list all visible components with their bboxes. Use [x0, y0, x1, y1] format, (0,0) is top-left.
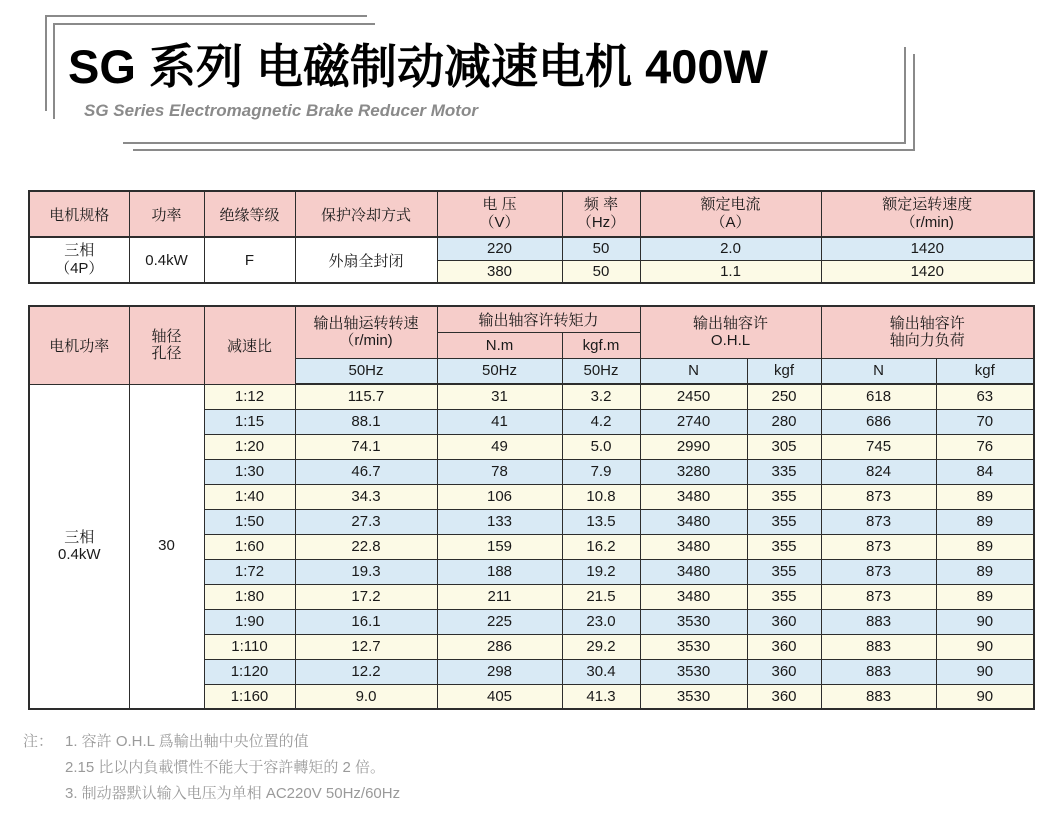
header-torque-group: 输出轴容许转矩力 — [437, 306, 640, 332]
cell-ohl-kgf: 360 — [747, 659, 821, 684]
cell-ratio: 1:160 — [204, 684, 295, 709]
cell-torque-nm: 298 — [437, 659, 562, 684]
cell-frequency: 50 — [562, 260, 640, 283]
header-output-speed: 输出轴运转转速 （r/min) — [295, 306, 437, 358]
cell-ratio: 1:12 — [204, 384, 295, 409]
header-reduction-ratio: 减速比 — [204, 306, 295, 384]
cell-voltage: 380 — [437, 260, 562, 283]
cell-ohl-n: 3480 — [640, 509, 747, 534]
cell-ohl-n: 3280 — [640, 459, 747, 484]
cell-torque-kgfm: 19.2 — [562, 559, 640, 584]
cell-ratio: 1:110 — [204, 634, 295, 659]
cell-ratio: 1:20 — [204, 434, 295, 459]
cell-ohl-kgf: 355 — [747, 484, 821, 509]
cell-output-speed: 22.8 — [295, 534, 437, 559]
spec-power: 0.4kW — [129, 237, 204, 283]
cell-ohl-kgf: 360 — [747, 609, 821, 634]
header-torque-nm: N.m — [437, 332, 562, 358]
cell-axial-kgf: 89 — [936, 559, 1034, 584]
footnote-lines — [65, 729, 400, 807]
cell-ohl-kgf: 250 — [747, 384, 821, 409]
cell-axial-n: 873 — [821, 534, 936, 559]
cell-torque-kgfm: 23.0 — [562, 609, 640, 634]
cell-ohl-n: 2990 — [640, 434, 747, 459]
cell-axial-kgf: 90 — [936, 659, 1034, 684]
cell-axial-kgf: 89 — [936, 584, 1034, 609]
cell-ratio: 1:60 — [204, 534, 295, 559]
cell-axial-kgf: 70 — [936, 409, 1034, 434]
subheader-axial-n: N — [821, 358, 936, 384]
cell-ohl-n: 3480 — [640, 534, 747, 559]
cell-torque-nm: 405 — [437, 684, 562, 709]
cell-axial-n: 883 — [821, 684, 936, 709]
subheader-speed-50hz: 50Hz — [295, 358, 437, 384]
cell-axial-n: 686 — [821, 409, 936, 434]
cell-torque-kgfm: 5.0 — [562, 434, 640, 459]
cell-output-speed: 27.3 — [295, 509, 437, 534]
motor-rating-table — [28, 190, 1035, 284]
cell-ohl-kgf: 280 — [747, 409, 821, 434]
cell-output-speed: 115.7 — [295, 384, 437, 409]
cell-axial-kgf: 89 — [936, 509, 1034, 534]
cell-axial-kgf: 89 — [936, 534, 1034, 559]
cell-output-speed: 74.1 — [295, 434, 437, 459]
cell-ratio: 1:30 — [204, 459, 295, 484]
cell-ratio: 1:80 — [204, 584, 295, 609]
cell-axial-n: 873 — [821, 584, 936, 609]
cell-torque-nm: 78 — [437, 459, 562, 484]
cell-torque-nm: 188 — [437, 559, 562, 584]
cell-ohl-n: 3530 — [640, 609, 747, 634]
spec-motor-power: 三相 0.4kW — [29, 384, 129, 709]
cell-torque-kgfm: 30.4 — [562, 659, 640, 684]
cell-ohl-kgf: 335 — [747, 459, 821, 484]
cell-output-speed: 46.7 — [295, 459, 437, 484]
cell-ohl-n: 3530 — [640, 659, 747, 684]
cell-axial-kgf: 90 — [936, 634, 1034, 659]
cell-torque-kgfm: 4.2 — [562, 409, 640, 434]
spec-insulation: F — [204, 237, 295, 283]
cell-axial-kgf: 89 — [936, 484, 1034, 509]
cell-ohl-n: 3530 — [640, 634, 747, 659]
cell-ohl-kgf: 360 — [747, 634, 821, 659]
subheader-nm-50hz: 50Hz — [437, 358, 562, 384]
cell-ohl-n: 2450 — [640, 384, 747, 409]
cell-speed: 1420 — [821, 237, 1034, 260]
cell-torque-nm: 106 — [437, 484, 562, 509]
header-torque-kgfm: kgf.m — [562, 332, 640, 358]
cell-output-speed: 17.2 — [295, 584, 437, 609]
page-subtitle: SG Series Electromagnetic Brake Reducer Motor — [84, 101, 478, 120]
footnotes — [23, 729, 400, 807]
cell-ratio: 1:120 — [204, 659, 295, 684]
cell-current: 1.1 — [640, 260, 821, 283]
table-row — [29, 237, 1034, 260]
cell-axial-kgf: 90 — [936, 609, 1034, 634]
cell-torque-kgfm: 29.2 — [562, 634, 640, 659]
header-shaft-diameter: 轴径 孔径 — [129, 306, 204, 384]
table-header-row — [29, 191, 1034, 237]
cell-axial-n: 873 — [821, 509, 936, 534]
spec-shaft-diameter: 30 — [129, 384, 204, 709]
cell-ratio: 1:72 — [204, 559, 295, 584]
cell-output-speed: 12.7 — [295, 634, 437, 659]
table2-body — [29, 384, 1034, 709]
cell-axial-n: 824 — [821, 459, 936, 484]
cell-torque-kgfm: 7.9 — [562, 459, 640, 484]
header-axial-load-group: 输出轴容许 轴向力负荷 — [821, 306, 1034, 358]
cell-torque-nm: 133 — [437, 509, 562, 534]
cell-output-speed: 88.1 — [295, 409, 437, 434]
subheader-ohl-n: N — [640, 358, 747, 384]
subheader-kgfm-50hz: 50Hz — [562, 358, 640, 384]
cell-ohl-n: 3530 — [640, 684, 747, 709]
header-frequency: 频 率 （Hz） — [562, 191, 640, 237]
spec-cooling: 外扇全封闭 — [295, 237, 437, 283]
cell-current: 2.0 — [640, 237, 821, 260]
cell-torque-kgfm: 16.2 — [562, 534, 640, 559]
cell-ratio: 1:15 — [204, 409, 295, 434]
cell-ratio: 1:50 — [204, 509, 295, 534]
subheader-ohl-kgf: kgf — [747, 358, 821, 384]
cell-output-speed: 9.0 — [295, 684, 437, 709]
page-title: SG 系列 电磁制动减速电机 400W — [68, 40, 768, 93]
footnote-line: 1. 容許 O.H.L 爲輸出軸中央位置的值 — [65, 733, 309, 750]
cell-torque-nm: 41 — [437, 409, 562, 434]
cell-axial-n: 873 — [821, 559, 936, 584]
cell-ohl-n: 2740 — [640, 409, 747, 434]
header-rated-speed: 额定运转速度 （r/min) — [821, 191, 1034, 237]
cell-output-speed: 19.3 — [295, 559, 437, 584]
cell-torque-nm: 31 — [437, 384, 562, 409]
cell-torque-nm: 286 — [437, 634, 562, 659]
header-power: 功率 — [129, 191, 204, 237]
footnote-line: 2.15 比以内負載慣性不能大于容許轉矩的 2 倍。 — [65, 759, 386, 776]
header-rated-current: 额定电流 （A） — [640, 191, 821, 237]
header-motor-spec: 电机规格 — [29, 191, 129, 237]
cell-axial-kgf: 63 — [936, 384, 1034, 409]
cell-torque-nm: 211 — [437, 584, 562, 609]
cell-ohl-n: 3480 — [640, 584, 747, 609]
table-header-row — [29, 306, 1034, 332]
footnote-label: 注： — [23, 733, 54, 750]
cell-ratio: 1:40 — [204, 484, 295, 509]
cell-ohl-kgf: 355 — [747, 509, 821, 534]
cell-axial-n: 873 — [821, 484, 936, 509]
cell-axial-n: 883 — [821, 659, 936, 684]
cell-axial-n: 883 — [821, 634, 936, 659]
cell-ohl-n: 3480 — [640, 484, 747, 509]
header-insulation: 绝缘等级 — [204, 191, 295, 237]
cell-torque-nm: 49 — [437, 434, 562, 459]
cell-axial-kgf: 76 — [936, 434, 1034, 459]
cell-axial-n: 618 — [821, 384, 936, 409]
cell-ohl-kgf: 305 — [747, 434, 821, 459]
cell-ohl-kgf: 355 — [747, 559, 821, 584]
cell-axial-n: 745 — [821, 434, 936, 459]
cell-speed: 1420 — [821, 260, 1034, 283]
cell-ohl-kgf: 360 — [747, 684, 821, 709]
cell-ohl-kgf: 355 — [747, 584, 821, 609]
cell-torque-kgfm: 41.3 — [562, 684, 640, 709]
cell-output-speed: 12.2 — [295, 659, 437, 684]
header-voltage: 电 压 （V） — [437, 191, 562, 237]
reducer-performance-table — [28, 305, 1035, 710]
cell-ratio: 1:90 — [204, 609, 295, 634]
cell-torque-kgfm: 10.8 — [562, 484, 640, 509]
table-row — [29, 384, 1034, 409]
header-protection-cooling: 保护冷却方式 — [295, 191, 437, 237]
cell-output-speed: 16.1 — [295, 609, 437, 634]
cell-torque-kgfm: 13.5 — [562, 509, 640, 534]
cell-axial-kgf: 84 — [936, 459, 1034, 484]
spec-motor-type: 三相 （4P） — [29, 237, 129, 283]
header-ohl-group: 输出轴容许 O.H.L — [640, 306, 821, 358]
cell-voltage: 220 — [437, 237, 562, 260]
footnote-line: 3. 制动器默认输入电压为单相 AC220V 50Hz/60Hz — [65, 785, 401, 802]
cell-torque-nm: 225 — [437, 609, 562, 634]
cell-frequency: 50 — [562, 237, 640, 260]
cell-output-speed: 34.3 — [295, 484, 437, 509]
cell-axial-n: 883 — [821, 609, 936, 634]
cell-ohl-n: 3480 — [640, 559, 747, 584]
header-motor-power: 电机功率 — [29, 306, 129, 384]
cell-torque-nm: 159 — [437, 534, 562, 559]
cell-ohl-kgf: 355 — [747, 534, 821, 559]
cell-torque-kgfm: 3.2 — [562, 384, 640, 409]
cell-axial-kgf: 90 — [936, 684, 1034, 709]
cell-torque-kgfm: 21.5 — [562, 584, 640, 609]
subheader-axial-kgf: kgf — [936, 358, 1034, 384]
